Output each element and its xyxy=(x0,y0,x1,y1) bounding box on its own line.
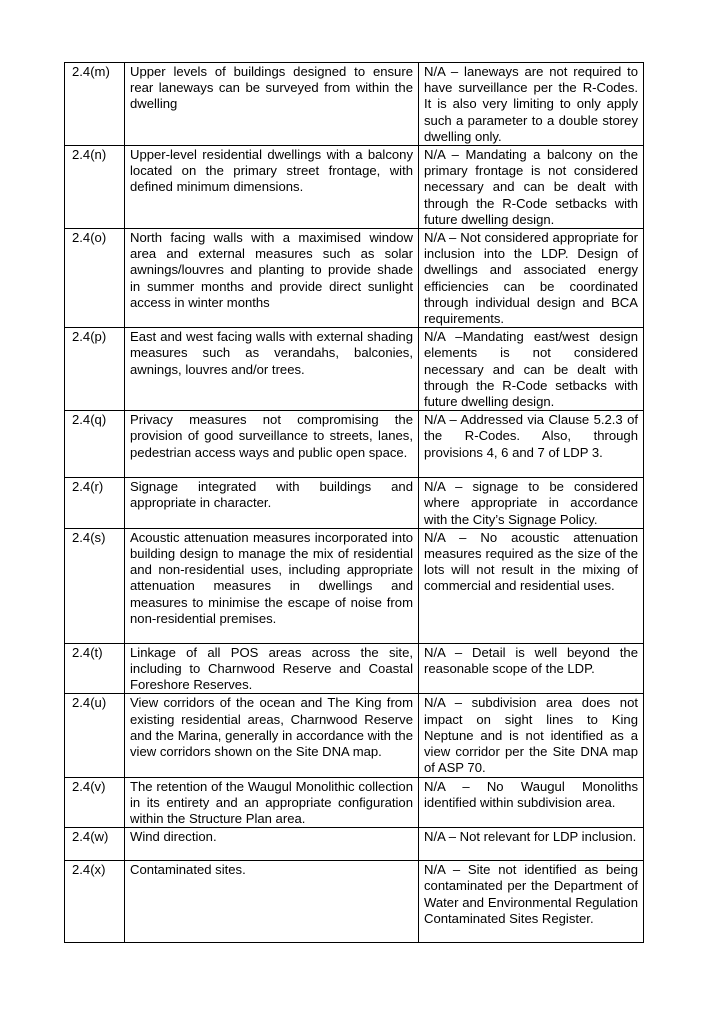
clause-requirement: Signage integrated with buildings and appropriate in character. xyxy=(125,478,419,529)
clause-ref: 2.4(x) xyxy=(65,861,125,943)
clause-response: N/A – laneways are not required to have surveillance per the R-Codes. It is also very limiting to only apply such a parameter to a double storey dwelling only. xyxy=(419,63,644,146)
table-row xyxy=(65,694,644,777)
clause-requirement: Contaminated sites. xyxy=(125,861,419,943)
table-row xyxy=(65,63,644,146)
clause-requirement: Wind direction. xyxy=(125,828,419,861)
clause-ref: 2.4(q) xyxy=(65,411,125,478)
table-row xyxy=(65,478,644,529)
clause-response: N/A – No acoustic attenuation measures required as the size of the lots will not result in the mixing of commercial and residential uses. xyxy=(419,528,644,643)
clause-response: N/A – signage to be considered where appropriate in accordance with the City’s Signage Policy. xyxy=(419,478,644,529)
clause-requirement: East and west facing walls with external shading measures such as verandahs, balconies, awnings, louvres and/or trees. xyxy=(125,328,419,411)
clause-ref: 2.4(t) xyxy=(65,643,125,694)
table-row xyxy=(65,229,644,328)
clause-requirement: Upper levels of buildings designed to ensure rear laneways can be surveyed from within the dwelling xyxy=(125,63,419,146)
clause-response: N/A – Not relevant for LDP inclusion. xyxy=(419,828,644,861)
table-row xyxy=(65,528,644,643)
clause-requirement: View corridors of the ocean and The King from existing residential areas, Charnwood Reserve and the Marina, generally in accordance with the view corridors shown on the Site DNA map. xyxy=(125,694,419,777)
table-row xyxy=(65,777,644,828)
clause-response: N/A – Not considered appropriate for inclusion into the LDP. Design of dwellings and associated energy efficiencies can be coordinated through individual design and BCA requirements. xyxy=(419,229,644,328)
clause-response: N/A – subdivision area does not impact on sight lines to King Neptune and is not identified as a view corridor per the Site DNA map of ASP 70. xyxy=(419,694,644,777)
clause-response: N/A –Mandating east/west design elements is not considered necessary and can be dealt with through the R-Code setbacks with future dwelling design. xyxy=(419,328,644,411)
clause-ref: 2.4(u) xyxy=(65,694,125,777)
clause-requirement: Privacy measures not compromising the provision of good surveillance to streets, lanes, pedestrian access ways and public open space. xyxy=(125,411,419,478)
clause-requirement: North facing walls with a maximised window area and external measures such as solar awnings/louvres and planting to provide shade in summer months and provide direct sunlight access in winter months xyxy=(125,229,419,328)
clause-response: N/A – Detail is well beyond the reasonable scope of the LDP. xyxy=(419,643,644,694)
clause-ref: 2.4(s) xyxy=(65,528,125,643)
clause-ref: 2.4(n) xyxy=(65,146,125,229)
table-row xyxy=(65,146,644,229)
clause-ref: 2.4(m) xyxy=(65,63,125,146)
table-row xyxy=(65,643,644,694)
clause-ref: 2.4(w) xyxy=(65,828,125,861)
clause-response: N/A – Mandating a balcony on the primary frontage is not considered necessary and can be dealt with through the R-Code setbacks with future dwelling design. xyxy=(419,146,644,229)
clause-response: N/A – No Waugul Monoliths identified within subdivision area. xyxy=(419,777,644,828)
clause-ref: 2.4(v) xyxy=(65,777,125,828)
clause-requirement: Upper-level residential dwellings with a balcony located on the primary street frontage, with defined minimum dimensions. xyxy=(125,146,419,229)
clause-response: N/A – Site not identified as being contaminated per the Department of Water and Environmental Regulation Contaminated Sites Register. xyxy=(419,861,644,943)
clause-ref: 2.4(o) xyxy=(65,229,125,328)
clause-requirement: Acoustic attenuation measures incorporated into building design to manage the mix of residential and non-residential uses, including appropriate attenuation measures in dwellings and measures to minimise the escape of noise from non-residential premises. xyxy=(125,528,419,643)
table-row xyxy=(65,328,644,411)
clause-ref: 2.4(r) xyxy=(65,478,125,529)
clause-requirement: Linkage of all POS areas across the site, including to Charnwood Reserve and Coastal Foreshore Reserves. xyxy=(125,643,419,694)
clause-response: N/A – Addressed via Clause 5.2.3 of the R-Codes. Also, through provisions 4, 6 and 7 of LDP 3. xyxy=(419,411,644,478)
criteria-table xyxy=(64,62,644,943)
table-row xyxy=(65,411,644,478)
clause-ref: 2.4(p) xyxy=(65,328,125,411)
table-row xyxy=(65,861,644,943)
table-row xyxy=(65,828,644,861)
clause-requirement: The retention of the Waugul Monolithic collection in its entirety and an appropriate configuration within the Structure Plan area. xyxy=(125,777,419,828)
